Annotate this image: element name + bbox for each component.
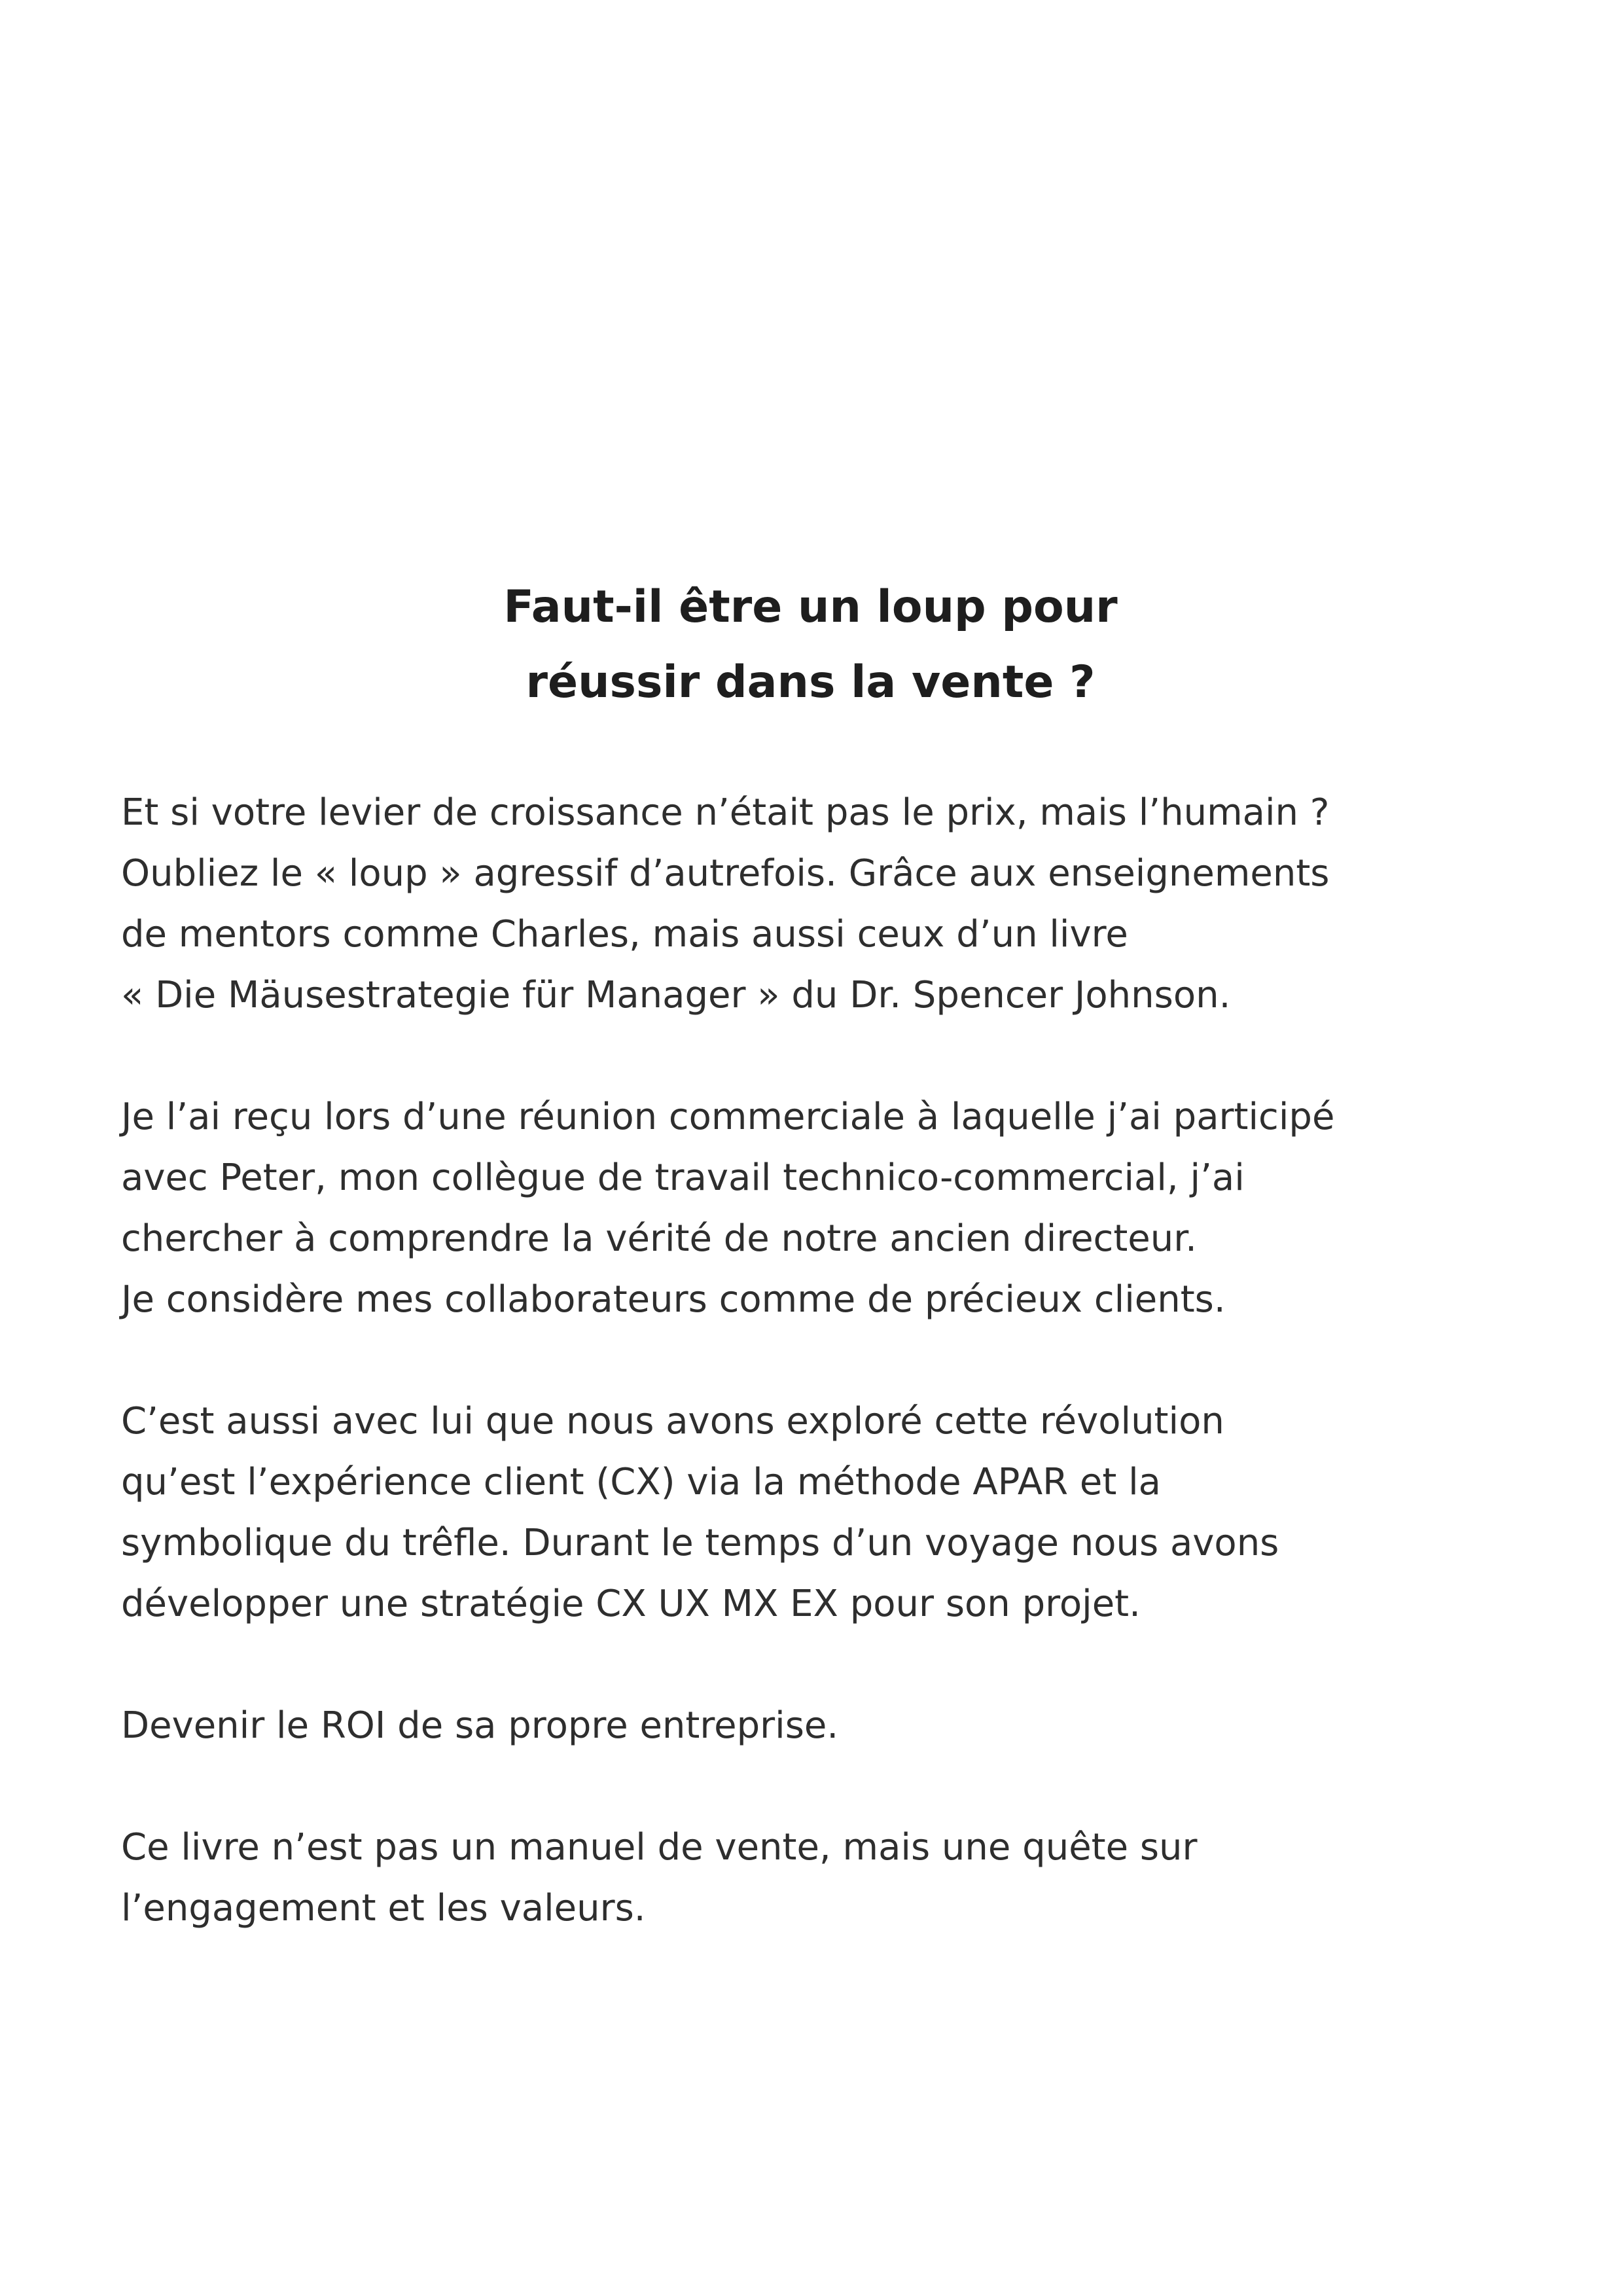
paragraph-conclusion [121,1817,1528,1939]
paragraph-cx [121,1391,1528,1634]
text-line: Et si votre levier de croissance n’était pas le prix, mais l’humain ? [121,791,1330,834]
text-line: Devenir le ROI de sa propre entreprise. [121,1704,839,1747]
page-title [0,569,1621,720]
text-line: de mentors comme Charles, mais aussi ceux d’un livre [121,913,1128,956]
paragraph-intro [121,782,1528,1026]
paragraph-roi [121,1695,1528,1756]
text-line: développer une stratégie CX UX MX EX pour son projet. [121,1583,1141,1625]
paragraph-meeting [121,1086,1528,1330]
text-line: Je l’ai reçu lors d’une réunion commerciale à laquelle j’ai participé [121,1096,1335,1138]
text-line: chercher à comprendre la vérité de notre ancien directeur. [121,1217,1197,1260]
text-line: qu’est l’expérience client (CX) via la méthode APAR et la [121,1461,1161,1503]
title-line: Faut-il être un loup pour [503,581,1118,633]
body-text [121,782,1528,2000]
text-line: Je considère mes collaborateurs comme de précieux clients. [121,1278,1226,1321]
text-line: avec Peter, mon collègue de travail technico-commercial, j’ai [121,1157,1245,1199]
text-line: Ce livre n’est pas un manuel de vente, mais une quête sur [121,1826,1198,1869]
text-line: symbolique du trêfle. Durant le temps d’un voyage nous avons [121,1522,1279,1564]
text-line: l’engagement et les valeurs. [121,1887,646,1929]
text-line: C’est aussi avec lui que nous avons exploré cette révolution [121,1400,1224,1443]
title-line: réussir dans la vente ? [525,656,1096,708]
text-line: Oubliez le « loup » agressif d’autrefois. Grâce aux enseignements [121,852,1330,895]
text-line: « Die Mäusestrategie für Manager » du Dr. Spencer Johnson. [121,974,1231,1016]
